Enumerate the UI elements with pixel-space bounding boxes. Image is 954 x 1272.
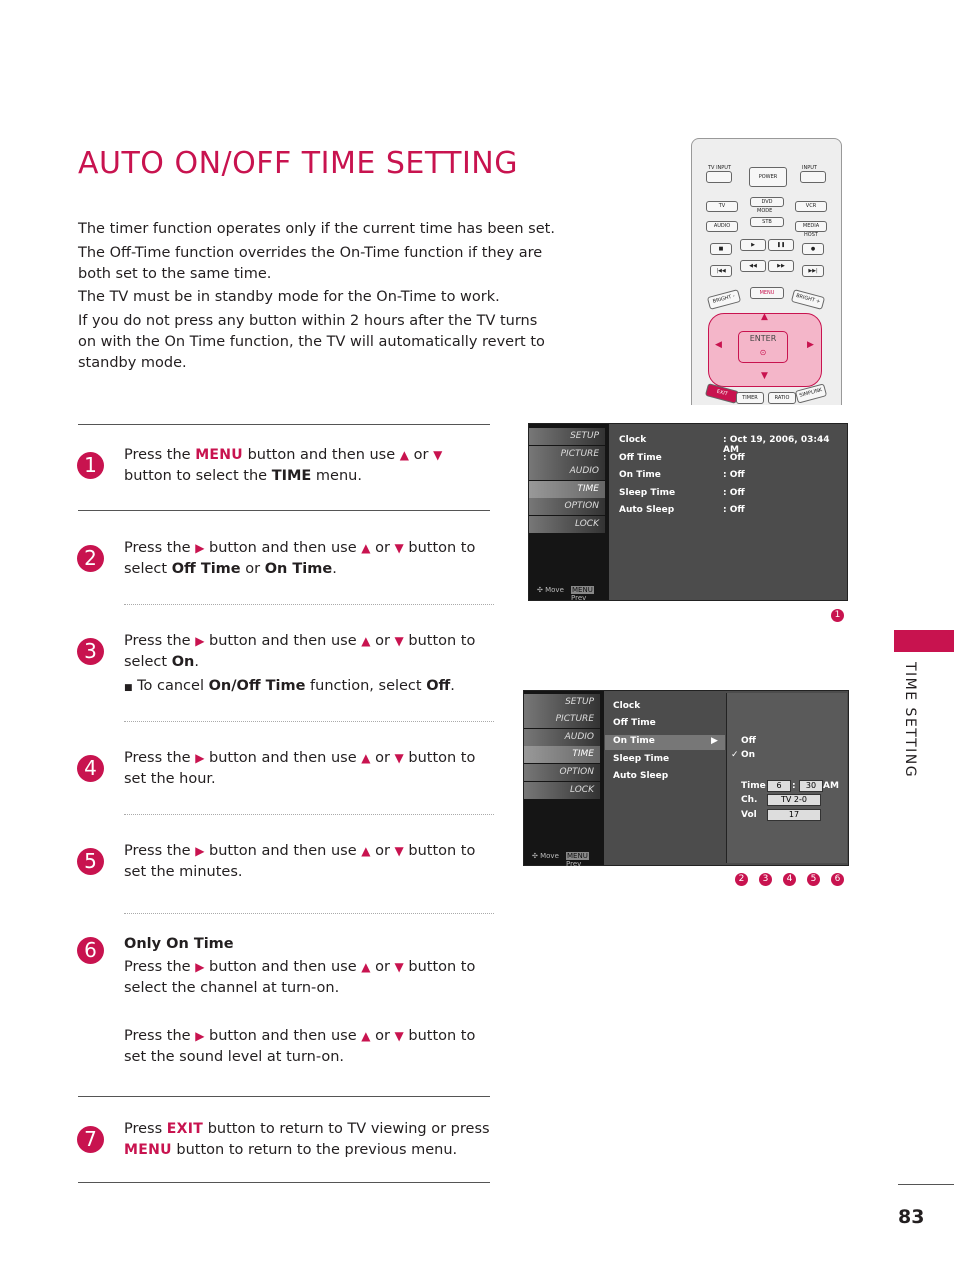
step-6-text-volume: Press the ▶ button and then use ▲ or ▼ button to set the sound level at turn-on. [124, 1028, 476, 1065]
menu-row-label-selected[interactable]: On Time [613, 736, 655, 746]
nav-up-icon[interactable]: ▲ [761, 312, 768, 322]
prev-hint: MENU Prev [566, 852, 588, 868]
move-icon: ✣ [532, 852, 538, 860]
ratio-button[interactable]: RATIO [768, 392, 796, 404]
timer-button[interactable]: TIMER [736, 392, 764, 404]
stb-mode-button[interactable]: STB [750, 217, 784, 227]
menu-row-value: : Oct 19, 2006, 03:44 AM [723, 435, 830, 455]
minute-field[interactable]: 30 [799, 780, 823, 792]
up-arrow-icon: ▲ [361, 844, 371, 858]
step-number: 3 [77, 638, 104, 665]
menu-button[interactable]: MENU [750, 287, 784, 299]
nav-left-icon[interactable]: ◀ [715, 340, 722, 350]
intro-paragraph-1: The timer function operates only if the current time has been set. [78, 221, 555, 237]
skip-forward-button[interactable] [802, 265, 824, 277]
menu-category-time[interactable]: TIME [524, 746, 600, 763]
menu-row-label[interactable]: Clock [613, 701, 641, 711]
audio-mode-button[interactable]: AUDIO [706, 221, 738, 232]
time-menu-screenshot [528, 423, 848, 601]
on-keyword: On [171, 654, 195, 670]
page-title: AUTO ON/OFF TIME SETTING [78, 146, 518, 181]
channel-field[interactable]: TV 2-0 [767, 794, 821, 806]
menu-category-setup[interactable]: SETUP [524, 694, 600, 711]
fast-forward-button[interactable] [768, 260, 794, 272]
skip-forward-icon: ▶▶| [808, 268, 818, 274]
record-icon: ● [810, 246, 816, 252]
divider [124, 913, 494, 914]
step-7-text: Press EXIT button to return to TV viewing or press MENU button to return to the previous menu. [124, 1121, 490, 1158]
menu-keyword: MENU [124, 1142, 172, 1158]
menu-row-label[interactable]: Off Time [619, 453, 662, 463]
menu-row-label[interactable]: Auto Sleep [619, 505, 675, 515]
up-arrow-icon: ▲ [361, 751, 371, 765]
time-keyword: TIME [271, 468, 312, 484]
divider [78, 1096, 490, 1097]
menu-row-value: : Off [723, 453, 745, 463]
divider [78, 510, 490, 511]
move-hint: ✣ Move [537, 586, 564, 594]
up-arrow-icon: ▲ [399, 448, 410, 462]
record-button[interactable] [802, 243, 824, 255]
section-label: TIME SETTING [902, 662, 918, 779]
intro-paragraph-2: The Off-Time function overrides the On-Time function if they are both set to the same time. [78, 245, 543, 282]
menu-row-label[interactable]: Sleep Time [613, 754, 670, 764]
time-colon: : [792, 781, 796, 791]
enter-button[interactable]: ENTER ⊙ [738, 331, 788, 363]
rewind-button[interactable] [740, 260, 766, 272]
skip-back-icon: |◀◀ [716, 268, 726, 274]
down-arrow-icon: ▼ [394, 844, 404, 858]
menu-category-audio[interactable]: AUDIO [529, 463, 605, 480]
right-arrow-icon: ▶ [195, 541, 205, 555]
down-arrow-icon: ▼ [394, 751, 404, 765]
down-arrow-icon: ▼ [394, 541, 404, 555]
intro-paragraph-4: If you do not press any button within 2 hours after the TV turns on with the On Time function, the TV will automatically revert to standby mode. [78, 313, 545, 371]
step-6-text-channel: Press the ▶ button and then use ▲ or ▼ button to select the channel at turn-on. [124, 959, 476, 996]
stop-button[interactable] [710, 243, 732, 255]
menu-row-label[interactable]: Clock [619, 435, 647, 445]
remote-control: TV INPUT INPUT POWER TV DVD MODE VCR AUDIO STB MEDIA HOST ■ ▶ ❚❚ ● |◀◀ ◀◀ ▶▶ ▶▶| BRIGHT - MENU BRIGHT + ▲ ▼ ◀ ▶ ENTER ⊙ EXIT TIMER RATIO SIMPLINK [691, 138, 842, 405]
right-arrow-icon: ▶ [195, 960, 205, 974]
step-number: 4 [77, 755, 104, 782]
step-5-text: Press the ▶ button and then use ▲ or ▼ button to set the minutes. [124, 843, 476, 880]
menu-category-list [529, 424, 609, 600]
step-number: 1 [77, 452, 104, 479]
vcr-mode-button[interactable]: VCR [795, 201, 827, 212]
menu-row-value: : Off [723, 470, 745, 480]
prev-hint: MENU Prev [571, 586, 593, 602]
media-host-button[interactable]: MEDIA HOST [795, 221, 827, 232]
option-on[interactable]: On [741, 750, 756, 760]
tv-mode-button[interactable]: TV [706, 201, 738, 212]
right-arrow-icon: ▶ [195, 844, 205, 858]
divider [78, 1182, 490, 1183]
divider [124, 721, 494, 722]
up-arrow-icon: ▲ [361, 1029, 371, 1043]
volume-field[interactable]: 17 [767, 809, 821, 821]
step-6-heading: Only On Time [124, 936, 234, 952]
menu-category-list [524, 691, 604, 868]
right-arrow-icon: ▶ [195, 751, 205, 765]
step-number: 7 [77, 1126, 104, 1153]
simplink-button[interactable]: SIMPLINK [795, 383, 827, 403]
step-badge: 6 [831, 873, 844, 886]
up-arrow-icon: ▲ [361, 960, 371, 974]
menu-row-label[interactable]: Auto Sleep [613, 771, 669, 781]
menu-row-value: : Off [723, 505, 745, 515]
stop-icon: ■ [718, 246, 724, 252]
menu-category-setup[interactable]: SETUP [529, 428, 605, 445]
ampm-label: AM [823, 781, 839, 791]
hour-field[interactable]: 6 [767, 780, 791, 792]
play-button[interactable] [740, 239, 766, 251]
step-number: 2 [77, 545, 104, 572]
menu-category-time[interactable]: TIME [529, 481, 605, 498]
menu-category-picture[interactable]: PICTURE [529, 446, 605, 463]
off-time-keyword: Off Time [171, 561, 241, 577]
down-arrow-icon: ▼ [433, 448, 443, 462]
move-icon: ✣ [537, 586, 543, 594]
exit-button[interactable]: EXIT [705, 383, 739, 404]
step-4-text: Press the ▶ button and then use ▲ or ▼ button to set the hour. [124, 750, 476, 787]
divider [124, 604, 494, 605]
time-label: Time [741, 781, 766, 791]
up-arrow-icon: ▲ [361, 634, 371, 648]
submenu-arrow-icon: ▶ [711, 736, 718, 746]
bullet-icon: ■ [124, 683, 133, 693]
pause-icon: ❚❚ [776, 242, 786, 248]
up-arrow-icon: ▲ [361, 541, 371, 555]
channel-label: Ch. [741, 795, 758, 805]
menu-category-picture[interactable]: PICTURE [524, 711, 600, 728]
enter-icon: ⊙ [759, 348, 767, 357]
divider [124, 814, 494, 815]
page-number: 83 [898, 1206, 925, 1228]
right-arrow-icon: ▶ [195, 634, 205, 648]
step-3-text: Press the ▶ button and then use ▲ or ▼ button to select On. [124, 633, 476, 670]
input-button[interactable] [800, 171, 826, 183]
step-3-cancel-note: ■ To cancel On/Off Time function, select Off. [124, 678, 455, 694]
move-hint: ✣ Move [532, 852, 559, 860]
step-1-text: Press the MENU button and then use ▲ or ▼ button to select the TIME menu. [124, 447, 443, 484]
skip-back-button[interactable] [710, 265, 732, 277]
step-2-text: Press the ▶ button and then use ▲ or ▼ button to select Off Time or On Time. [124, 540, 476, 577]
menu-category-lock[interactable]: LOCK [524, 782, 600, 799]
menu-row-label[interactable]: On Time [619, 470, 661, 480]
rewind-icon: ◀◀ [749, 263, 757, 269]
fast-forward-icon: ▶▶ [777, 263, 785, 269]
step-badge: 4 [783, 873, 796, 886]
down-arrow-icon: ▼ [394, 1029, 404, 1043]
menu-category-option[interactable]: OPTION [529, 498, 605, 515]
checkmark-icon: ✓ [731, 750, 739, 760]
bright-minus-button[interactable]: BRIGHT - [707, 289, 741, 310]
divider [898, 1184, 954, 1185]
menu-row-label[interactable]: Sleep Time [619, 488, 676, 498]
nav-right-icon[interactable]: ▶ [807, 340, 814, 350]
volume-label: Vol [741, 810, 757, 820]
on-time-keyword: On Time [264, 561, 333, 577]
play-icon: ▶ [751, 242, 755, 248]
pause-button[interactable] [768, 239, 794, 251]
option-off[interactable]: Off [741, 736, 756, 746]
down-arrow-icon: ▼ [394, 960, 404, 974]
menu-row-label[interactable]: Off Time [613, 718, 656, 728]
on-time-menu-screenshot [523, 690, 849, 866]
menu-category-audio[interactable]: AUDIO [524, 729, 600, 746]
power-button[interactable]: POWER [749, 167, 787, 187]
step-badge: 5 [807, 873, 820, 886]
step-badge: 1 [831, 609, 844, 622]
step-number: 5 [77, 848, 104, 875]
dvd-mode-button[interactable]: DVD [750, 197, 784, 207]
step-number: 6 [77, 937, 104, 964]
exit-keyword: EXIT [166, 1121, 204, 1137]
section-tab [894, 630, 954, 652]
menu-row-value: : Off [723, 488, 745, 498]
nav-down-icon[interactable]: ▼ [761, 371, 768, 381]
tv-input-button[interactable] [706, 171, 732, 183]
bright-plus-button[interactable]: BRIGHT + [791, 289, 825, 310]
divider [78, 424, 490, 425]
right-arrow-icon: ▶ [195, 1029, 205, 1043]
down-arrow-icon: ▼ [394, 634, 404, 648]
intro-paragraph-3: The TV must be in standby mode for the On-Time to work. [78, 289, 500, 305]
step-badge: 2 [735, 873, 748, 886]
menu-category-lock[interactable]: LOCK [529, 516, 605, 533]
menu-category-option[interactable]: OPTION [524, 764, 600, 781]
on-time-subpanel [726, 693, 847, 863]
step-badge: 3 [759, 873, 772, 886]
menu-keyword: MENU [195, 447, 243, 463]
